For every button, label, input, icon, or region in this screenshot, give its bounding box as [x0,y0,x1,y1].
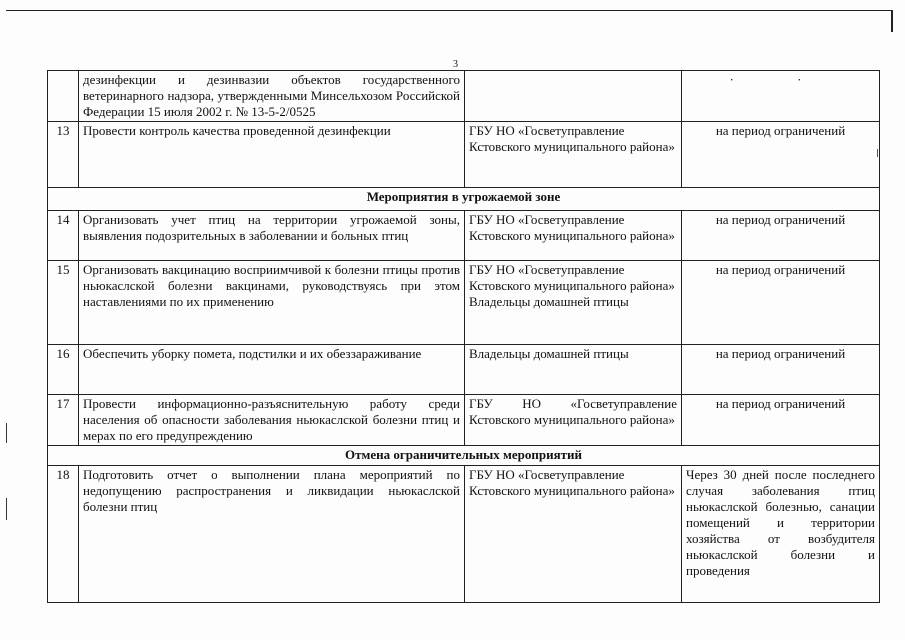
row-number: 16 [48,345,79,395]
row-executor [465,261,682,345]
row-deadline: на период ограничений [682,122,880,188]
row-action: Подготовить отчет о выполнении плана мероприятий по недопущению распространения и ликвидации ньюкаслской болезни птиц [79,466,465,603]
row-deadline: на период ограничений [682,395,880,446]
section-title: Отмена ограничительных мероприятий [48,446,880,466]
row-executor: ГБУ НО «Госветуправление Кстовского муниципального района» [465,122,682,188]
row-deadline: на период ограничений [682,211,880,261]
row-action: Обеспечить уборку помета, подстилки и их обеззараживание [79,345,465,395]
row-action: дезинфекции и дезинвазии объектов государственного ветеринарного надзора, утвержденными Минсельхозом Российской Федерации 15 июля 2002 г. № 13-5-2/0525 [79,71,465,122]
row-number [48,71,79,122]
row-deadline: на период ограничений [682,261,880,345]
row-action: Провести контроль качества проведенной дезинфекции [79,122,465,188]
row-number: 13 [48,122,79,188]
table-row [48,345,880,395]
row-deadline: Через 30 дней после последнего случая заболевания птиц ньюкаслской болезнью, санации помещений и территории хозяйства от возбудителя ньюкаслской болезни и проведения [682,466,880,603]
executor-owners: Владельцы домашней птицы [469,294,629,309]
section-header-row [48,446,880,466]
table-row [48,122,880,188]
row-executor: ГБУ НО «Госветуправление Кстовского муниципального района» [465,395,682,446]
row-number: 17 [48,395,79,446]
margin-mark [6,423,7,443]
row-number: 14 [48,211,79,261]
margin-mark [6,498,7,520]
row-deadline: · · [682,71,880,122]
plan-table [47,70,880,603]
row-action: Организовать вакцинацию восприимчивой к болезни птицы против ньюкаслской болезни вакцинами, руководствуясь при этом наставлениями по их применению [79,261,465,345]
corner-mark [891,10,893,32]
row-executor: Владельцы домашней птицы [465,345,682,395]
row-action: Провести информационно-разъяснительную работу среди населения об опасности заболевания ньюкаслской болезни птиц и мерах по его предупреждению [79,395,465,446]
row-action: Организовать учет птиц на территории угрожаемой зоны, выявления подозрительных в заболевании и больных птиц [79,211,465,261]
section-title: Мероприятия в угрожаемой зоне [48,188,880,211]
page-number: 3 [453,59,458,70]
row-executor: ГБУ НО «Госветуправление Кстовского муниципального района» [465,466,682,603]
section-header-row [48,188,880,211]
executor-org: ГБУ НО «Госветуправление Кстовского муниципального района» [469,262,675,293]
table-row [48,466,880,603]
row-executor: ГБУ НО «Госветуправление Кстовского муниципального района» [465,211,682,261]
table-row [48,261,880,345]
row-deadline: на период ограничений [682,345,880,395]
table-row [48,71,880,122]
row-number: 15 [48,261,79,345]
top-border-line [6,10,892,11]
table-row [48,211,880,261]
row-executor [465,71,682,122]
row-number: 18 [48,466,79,603]
table-row [48,395,880,446]
